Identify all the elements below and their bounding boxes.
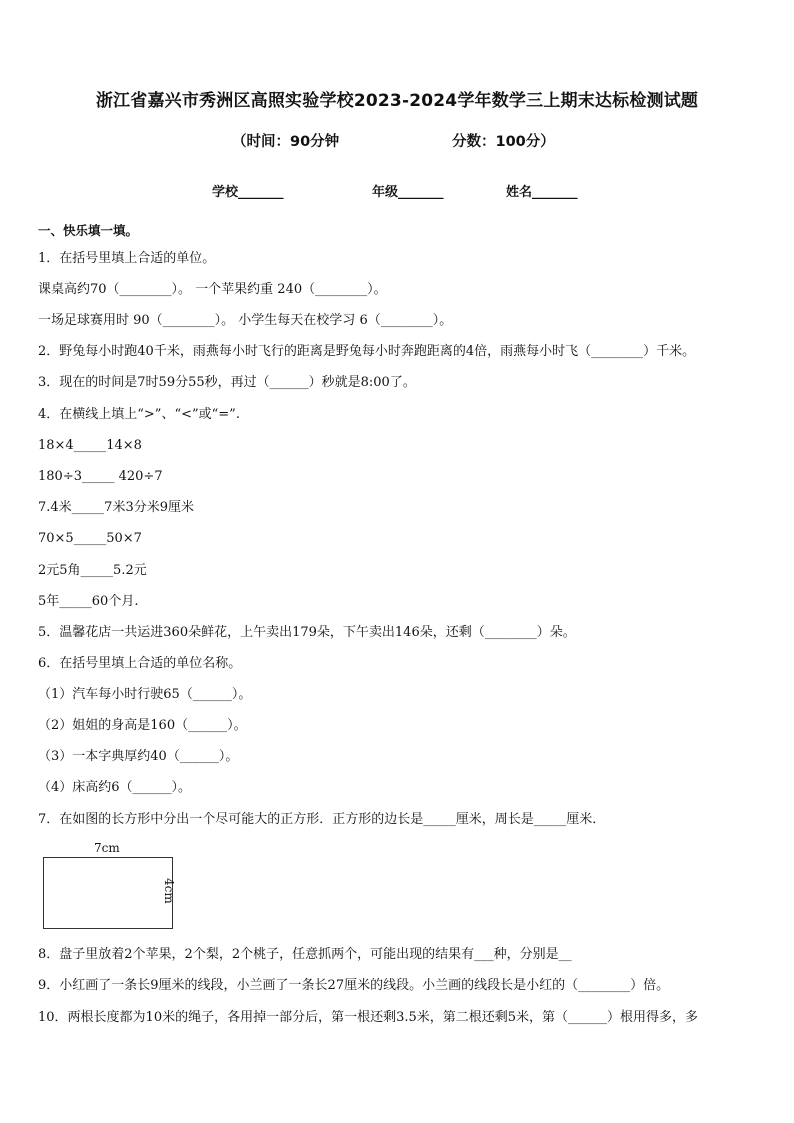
question-4-item-4: 70×5_____50×7 [38,531,142,546]
question-4-item-3: 7.4米_____7米3分米9厘米 [38,500,194,515]
question-4-item-1: 18×4_____14×8 [38,438,142,453]
question-6-item-1: （1）汽车每小时行驶65（______）。 [38,687,252,702]
question-3: 3．现在的时间是7时59分55秒，再过（______）秒就是8:00了。 [38,375,416,390]
question-4-item-2: 180÷3_____ 420÷7 [38,469,163,484]
question-7: 7．在如图的长方形中分出一个尽可能大的正方形．正方形的边长是_____厘米，周长是_____厘米． [38,812,606,827]
grade-field: 年级_______ [372,185,444,200]
question-1-line-b: 一场足球赛用时 90（________）。 小学生每天在校学习 6（________）。 [38,313,453,328]
question-1: 1．在括号里填上合适的单位。 [38,251,216,266]
exam-time: （时间：90分钟 [232,134,340,150]
name-field: 姓名_______ [506,185,578,200]
page-title: 浙江省嘉兴市秀洲区高照实验学校2023-2024学年数学三上期末达标检测试题 [95,91,699,111]
exam-score: 分数：100分） [452,134,555,150]
question-8: 8．盘子里放着2个苹果，2个梨，2个桃子，任意抓两个，可能出现的结果有___种，分别是__ [38,947,572,962]
question-4-item-6: 5年_____60个月. [38,594,139,609]
question-6-item-4: （4）床高约6（______）。 [38,780,192,795]
school-field: 学校_______ [212,185,284,200]
question-2: 2．野兔每小时跑40千米，雨燕每小时飞行的距离是野兔每小时奔跑距离的4倍，雨燕每小时飞（________）千米。 [38,344,696,359]
question-5: 5．温馨花店一共运进360朵鲜花，上午卖出179朵，下午卖出146朵，还剩（________）朵。 [38,625,576,640]
section-heading: 一、快乐填一填。 [38,223,139,238]
question-4-item-5: 2元5角_____5.2元 [38,563,147,578]
question-6-item-2: （2）姐姐的身高是160（______）。 [38,718,247,733]
question-6-item-3: （3）一本字典厚约40（______）。 [38,749,239,764]
question-9: 9．小红画了一条长9厘米的线段，小兰画了一条长27厘米的线段。小兰画的线段长是小红的（________）倍。 [38,978,670,993]
rectangle-height-label: 4cm [162,878,176,904]
question-6: 6．在括号里填上合适的单位名称。 [38,656,242,671]
question-1-line-a: 课桌高约70（________）。 一个苹果约重 240（________）。 [38,282,387,297]
rectangle-figure [43,857,173,929]
question-4: 4．在横线上填上“>”、“<”或“=”. [38,407,240,422]
rectangle-width-label: 7cm [94,841,120,855]
question-10: 10．两根长度都为10米的绳子，各用掉一部分后，第一根还剩3.5米，第二根还剩5米，第（______）根用得多，多 [38,1010,699,1025]
